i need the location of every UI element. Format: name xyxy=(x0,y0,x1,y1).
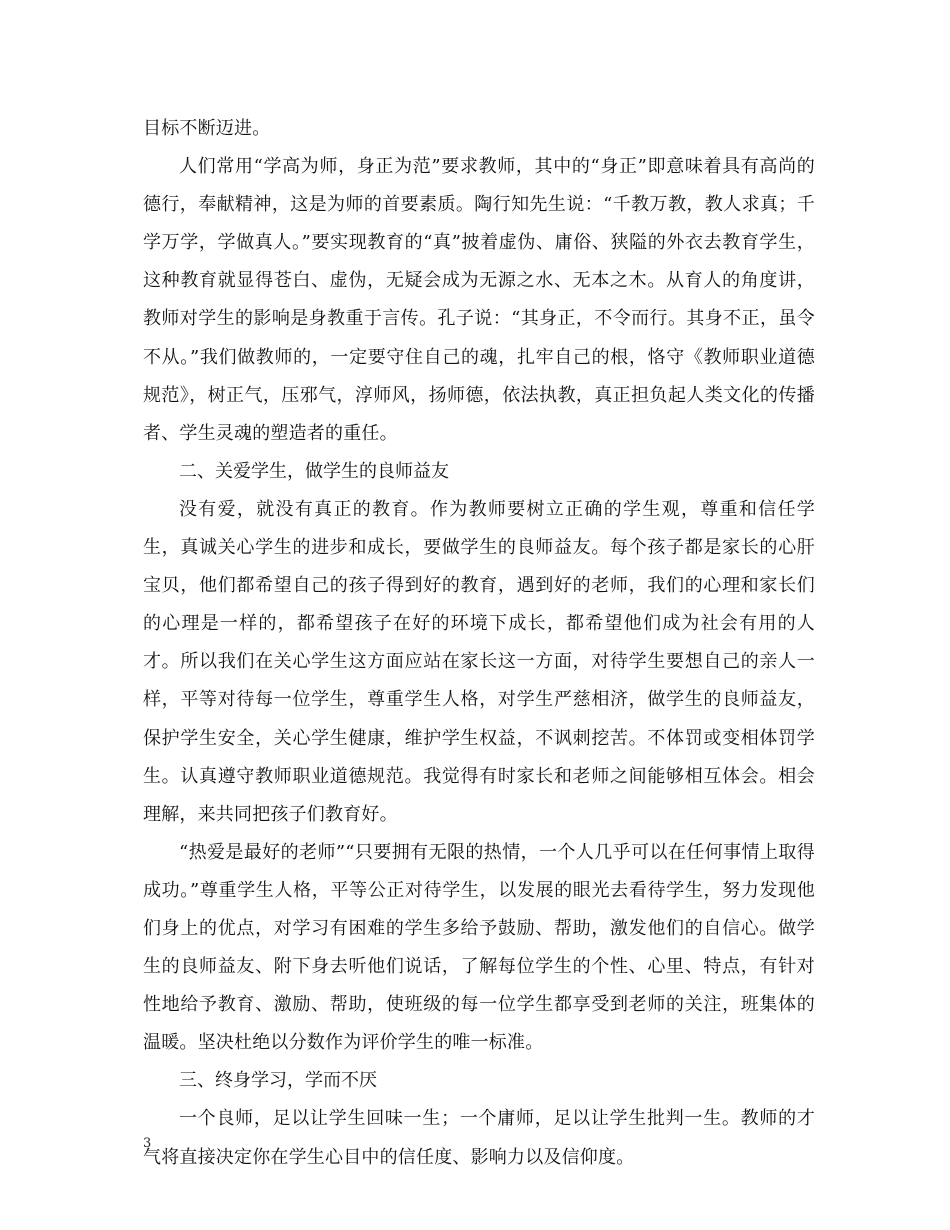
paragraph-continuation: 目标不断迈进。 xyxy=(143,118,271,139)
paragraph-love-education: 没有爱，就没有真正的教育。作为教师要树立正确的学生观，尊重和信任学生，真诚关心学生的进步和成长，要做学生的良师益友。每个孩子都是家长的心肝宝贝，他们都希望自己的孩子得到好的教育，遇到好的老师，我们的心理和家长们的心理是一样的，都希望孩子在好的环境下成长，都希望他们成为社会有用的人才。所以我们在关心学生这方面应站在家长这一方面，对待学生要想自己的亲人一样，平等对待每一位学生，尊重学生人格，对学生严慈相济，做学生的良师益友，保护学生安全，关心学生健康，维护学生权益，不讽刺挖苦。不体罚或变相体罚学生。认真遵守教师职业道德规范。我觉得有时家长和老师之间能够相互体会。相会理解，来共同把孩子们教育好。 xyxy=(143,498,815,825)
page-number: 3 xyxy=(143,1136,152,1151)
section-heading-lifelong-learning: 三、终身学习，学而不厌 xyxy=(179,1070,377,1092)
paragraph-good-teacher: 一个良师，足以让学生回味一生；一个庸师，足以让学生批判一生。教师的才气将直接决定你在学生心目中的信任度、影响力以及信仰度。 xyxy=(143,1108,815,1168)
document-body xyxy=(143,110,815,1177)
paragraph-passion-teacher: “热爱是最好的老师”“只要拥有无限的热情，一个人几乎可以在任何事情上取得成功。”尊重学生人格，平等公正对待学生，以发展的眼光去看待学生，努力发现他们身上的优点，对学习有困难的学生多给予鼓励、帮助，激发他们的自信心。做学生的良师益友、附下身去听他们说话，了解每位学生的个性、心里、特点，有针对性地给予教育、激励、帮助，使班级的每一位学生都享受到老师的关注，班集体的温暖。坚决杜绝以分数作为评价学生的唯一标准。 xyxy=(143,841,815,1054)
section-heading-care-students: 二、关爱学生，做学生的良师益友 xyxy=(179,460,449,482)
paragraph-teacher-virtue: 人们常用“学高为师，身正为范”要求教师，其中的“身正”即意味着具有高尚的德行，奉献精神，这是为师的首要素质。陶行知先生说：“千教万教，教人求真；千学万学，学做真人。”要实现教育的“真”披着虚伪、庸俗、狭隘的外衣去教育学生，这种教育就显得苍白、虚伪，无疑会成为无源之水、无本之木。从育人的角度讲，教师对学生的影响是身教重于言传。孔子说：“其身正，不令而行。其身不正，虽令不从。”我们做教师的，一定要守住自己的魂，扎牢自己的根，恪守《教师职业道德规范》，树正气，压邪气，淳师风，扬师德，依法执教，真正担负起人类文化的传播者、学生灵魂的塑造者的重任。 xyxy=(143,156,815,444)
